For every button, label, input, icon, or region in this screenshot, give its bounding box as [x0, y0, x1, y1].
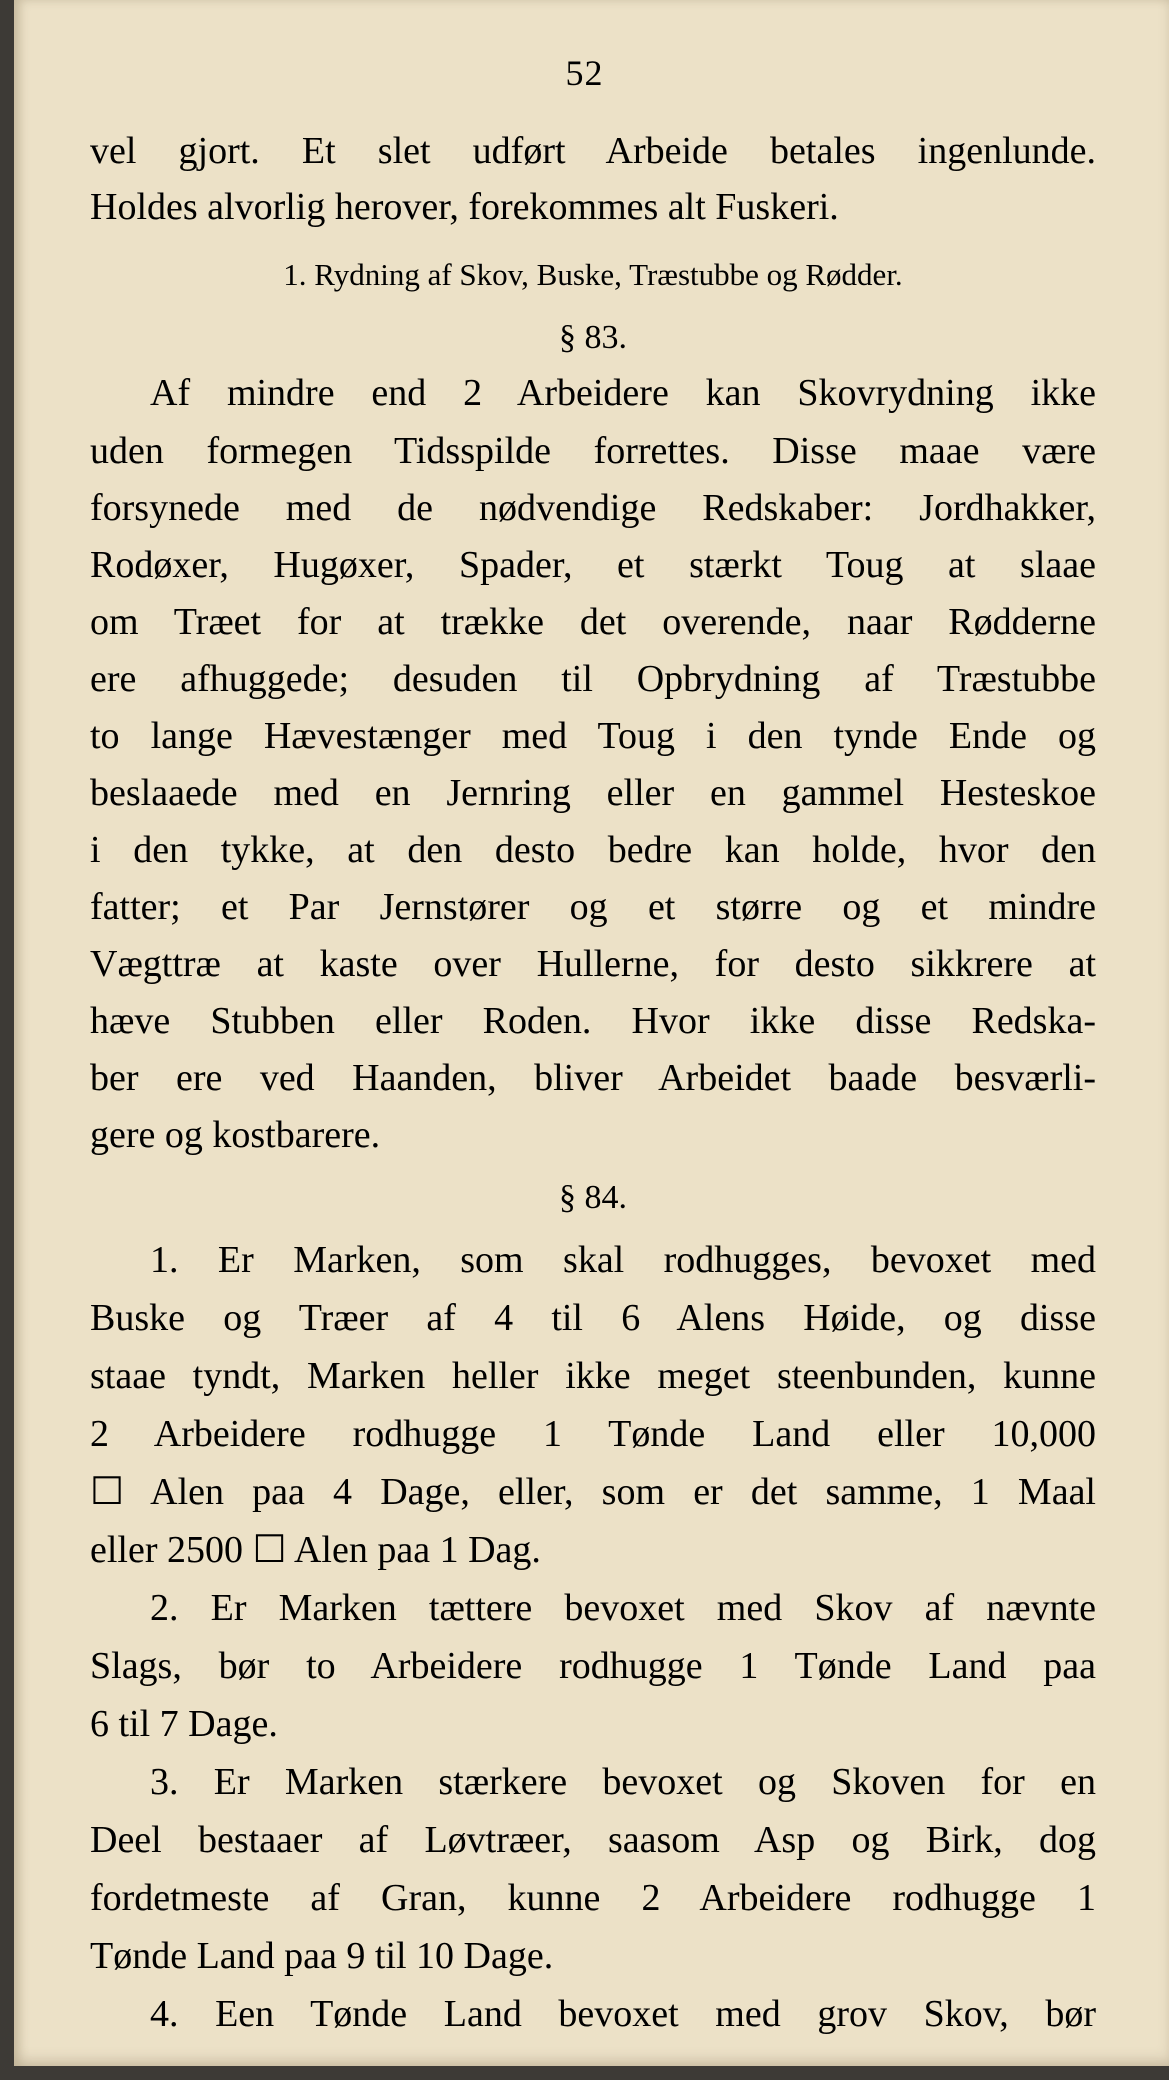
subheading: 1. Rydning af Skov, Buske, Træstubbe og Rødder.	[283, 257, 903, 292]
text-line: fatter; et Par Jernstører og et større og et mindre	[90, 886, 1096, 928]
text-line: 1. Er Marken, som skal rodhugges, bevoxet med	[150, 1239, 1096, 1281]
text-line: ☐ Alen paa 4 Dage, eller, som er det samme, 1 Maal	[90, 1471, 1096, 1513]
text-line: Holdes alvorlig herover, forekommes alt Fuskeri.	[90, 186, 839, 228]
page-number: 52	[565, 53, 604, 93]
section-heading: § 83.	[559, 319, 627, 356]
section-heading: § 84.	[559, 1179, 627, 1216]
text-line: 4. Een Tønde Land bevoxet med grov Skov, bør	[150, 1993, 1096, 2035]
text-line: 3. Er Marken stærkere bevoxet og Skoven for en	[150, 1761, 1096, 1803]
text-line: 2. Er Marken tættere bevoxet med Skov af nævnte	[150, 1587, 1096, 1629]
text-line: gere og kostbarere.	[90, 1114, 381, 1156]
text-line: om Træet for at trække det overende, naar Rødderne	[90, 601, 1096, 643]
text-line: uden formegen Tidsspilde forrettes. Disse maae være	[90, 430, 1096, 472]
text-line: Vægttræ at kaste over Hullerne, for desto sikkrere at	[90, 943, 1096, 985]
text-line: 6 til 7 Dage.	[90, 1703, 278, 1745]
text-line: forsynede med de nødvendige Redskaber: Jordhakker,	[90, 487, 1096, 529]
text-line: ber ere ved Haanden, bliver Arbeidet baade besværli-	[90, 1057, 1096, 1099]
text-line: i den tykke, at den desto bedre kan holde, hvor den	[90, 829, 1096, 871]
text-line: eller 2500 ☐ Alen paa 1 Dag.	[90, 1529, 541, 1571]
text-line: Af mindre end 2 Arbeidere kan Skovrydning ikke	[150, 372, 1096, 414]
text-line: Buske og Træer af 4 til 6 Alens Høide, og disse	[90, 1297, 1096, 1339]
text-line: vel gjort. Et slet udført Arbeide betales ingenlunde.	[90, 130, 1096, 172]
text-line: beslaaede med en Jernring eller en gammel Hesteskoe	[90, 772, 1096, 814]
text-line: hæve Stubben eller Roden. Hvor ikke disse Redska-	[90, 1000, 1096, 1042]
text-line: Slags, bør to Arbeidere rodhugge 1 Tønde Land paa	[90, 1645, 1096, 1687]
text-line: Rodøxer, Hugøxer, Spader, et stærkt Toug at slaae	[90, 544, 1096, 586]
text-line: staae tyndt, Marken heller ikke meget steenbunden, kunne	[90, 1355, 1096, 1397]
text-line: Tønde Land paa 9 til 10 Dage.	[90, 1935, 554, 1977]
text-line: to lange Hævestænger med Toug i den tynde Ende og	[90, 715, 1096, 757]
text-line: Deel bestaaer af Løvtræer, saasom Asp og Birk, dog	[90, 1819, 1096, 1861]
text-line: ere afhuggede; desuden til Opbrydning af Træstubbe	[90, 658, 1096, 700]
text-line: 2 Arbeidere rodhugge 1 Tønde Land eller 10,000	[90, 1413, 1096, 1455]
text-line: fordetmeste af Gran, kunne 2 Arbeidere rodhugge 1	[90, 1877, 1096, 1919]
